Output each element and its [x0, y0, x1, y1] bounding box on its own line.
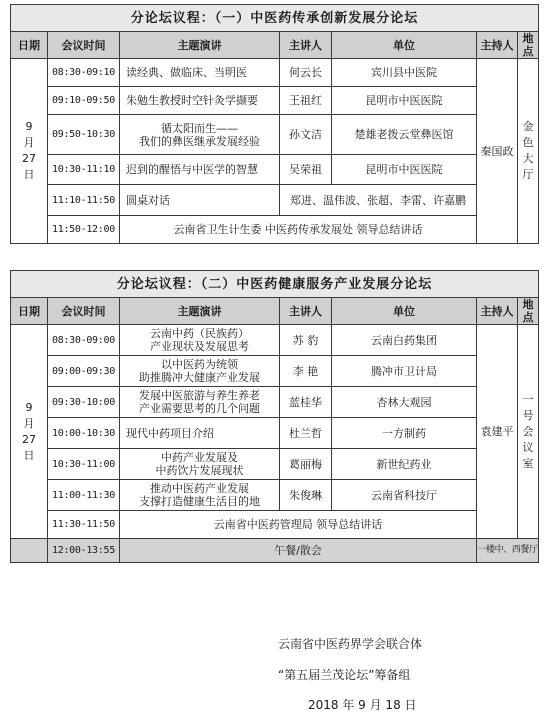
header-date: 日期 [11, 32, 48, 59]
session-time: 11:50-12:00 [48, 216, 120, 244]
forum2-venue: 一 号 会 议 室 [518, 325, 539, 539]
table-row [11, 480, 539, 511]
session-topic: 迟到的醒悟与中医学的智慧 [120, 155, 280, 185]
forum2-header-row [11, 298, 539, 325]
header-unit: 单位 [332, 298, 477, 325]
header-time: 会议时间 [48, 32, 120, 59]
forum2-table [10, 270, 539, 563]
table-row [11, 59, 539, 87]
session-time: 09:50-10:30 [48, 115, 120, 155]
session-speaker: 吴荣祖 [280, 155, 332, 185]
session-topic: 现代中药项目介绍 [120, 418, 280, 449]
table-row [11, 356, 539, 387]
header-topic: 主题演讲 [120, 32, 280, 59]
closing-remarks: 云南省卫生计生委 中医药传承发展处 领导总结讲话 [120, 216, 477, 244]
table-row [11, 216, 539, 244]
lunch-date-cell [11, 539, 48, 563]
lunch-place: 一楼中、西餐厅 [477, 539, 539, 563]
table-row [11, 387, 539, 418]
session-unit: 新世纪药业 [332, 449, 477, 480]
session-unit: 宾川县中医院 [332, 59, 477, 87]
header-venue: 地点 [518, 298, 539, 325]
session-time: 10:30-11:10 [48, 155, 120, 185]
header-unit: 单位 [332, 32, 477, 59]
header-host: 主持人 [477, 298, 518, 325]
footer-org: 云南省中医药界学会联合体 [278, 637, 423, 651]
forum1-venue: 金 色 大 厅 [518, 59, 539, 244]
session-time: 08:30-09:00 [48, 325, 120, 356]
table-row [11, 449, 539, 480]
session-speaker: 孙文洁 [280, 115, 332, 155]
session-speaker: 何云长 [280, 59, 332, 87]
table-row [11, 155, 539, 185]
session-unit: 腾冲市卫计局 [332, 356, 477, 387]
header-venue: 地点 [518, 32, 539, 59]
forum1-header-row [11, 32, 539, 59]
session-speaker: 王祖红 [280, 87, 332, 115]
session-topic: 云南中药（民族药） 产业现状及发展思考 [120, 325, 280, 356]
header-speaker: 主讲人 [280, 298, 332, 325]
session-unit: 云南省科技厅 [332, 480, 477, 511]
footer-committee: “第五届兰茂论坛”筹备组 [278, 668, 411, 682]
lunch-row [11, 539, 539, 563]
session-time: 09:30-10:00 [48, 387, 120, 418]
forum1-table [10, 4, 539, 244]
header-date: 日期 [11, 298, 48, 325]
header-time: 会议时间 [48, 298, 120, 325]
forum1-title: 分论坛议程：（一）中医药传承创新发展分论坛 [11, 5, 539, 32]
table-row [11, 185, 539, 216]
session-topic: 以中医药为统领 助推腾冲大健康产业发展 [120, 356, 280, 387]
table-row [11, 325, 539, 356]
session-time: 10:00-10:30 [48, 418, 120, 449]
session-time: 09:00-09:30 [48, 356, 120, 387]
session-topic: 循太阳而生—— 我们的彝医继承发展经验 [120, 115, 280, 155]
session-unit: 云南白药集团 [332, 325, 477, 356]
forum2-title: 分论坛议程：（二）中医药健康服务产业发展分论坛 [11, 271, 539, 298]
session-topic: 推动中医药产业发展 支撑打造健康生活目的地 [120, 480, 280, 511]
session-unit: 楚雄老拨云堂彝医馆 [332, 115, 477, 155]
forum2-date: 9 月 27 日 [11, 325, 48, 539]
session-topic: 发展中医旅游与养生养老 产业需要思考的几个问题 [120, 387, 280, 418]
session-topic: 朱勉生教授时空针灸学撷要 [120, 87, 280, 115]
forum2-host: 袁建平 [477, 325, 518, 539]
forum1-host: 秦国政 [477, 59, 518, 244]
table-row [11, 418, 539, 449]
session-unit: 杏林大观园 [332, 387, 477, 418]
session-speaker: 葛丽梅 [280, 449, 332, 480]
session-unit: 一方制药 [332, 418, 477, 449]
session-speaker: 杜兰哲 [280, 418, 332, 449]
table-row [11, 87, 539, 115]
table-row [11, 511, 539, 539]
session-time: 09:10-09:50 [48, 87, 120, 115]
session-unit: 昆明市中医医院 [332, 87, 477, 115]
session-speaker: 朱俊琳 [280, 480, 332, 511]
closing-remarks: 云南省中医药管理局 领导总结讲话 [120, 511, 477, 539]
table-row [11, 115, 539, 155]
session-time: 11:30-11:50 [48, 511, 120, 539]
session-topic: 读经典、做临床、当明医 [120, 59, 280, 87]
session-time: 11:00-11:30 [48, 480, 120, 511]
header-speaker: 主讲人 [280, 32, 332, 59]
session-speaker: 苏 豹 [280, 325, 332, 356]
lunch-time: 12:00-13:55 [48, 539, 120, 563]
session-topic: 圆桌对话 [120, 185, 280, 216]
session-speaker: 蓝桂华 [280, 387, 332, 418]
header-topic: 主题演讲 [120, 298, 280, 325]
session-time: 08:30-09:10 [48, 59, 120, 87]
session-time: 10:30-11:00 [48, 449, 120, 480]
lunch-text: 午餐/散会 [120, 539, 477, 563]
session-speaker: 李 艳 [280, 356, 332, 387]
session-unit: 昆明市中医医院 [332, 155, 477, 185]
footer-date: 2018 年 9 月 18 日 [308, 698, 417, 712]
session-time: 11:10-11:50 [48, 185, 120, 216]
header-host: 主持人 [477, 32, 518, 59]
session-topic: 中药产业发展及 中药饮片发展现状 [120, 449, 280, 480]
roundtable-speakers: 郑进、温伟波、张超、李雷、许嘉鹏 [280, 185, 477, 216]
forum1-date: 9 月 27 日 [11, 59, 48, 244]
